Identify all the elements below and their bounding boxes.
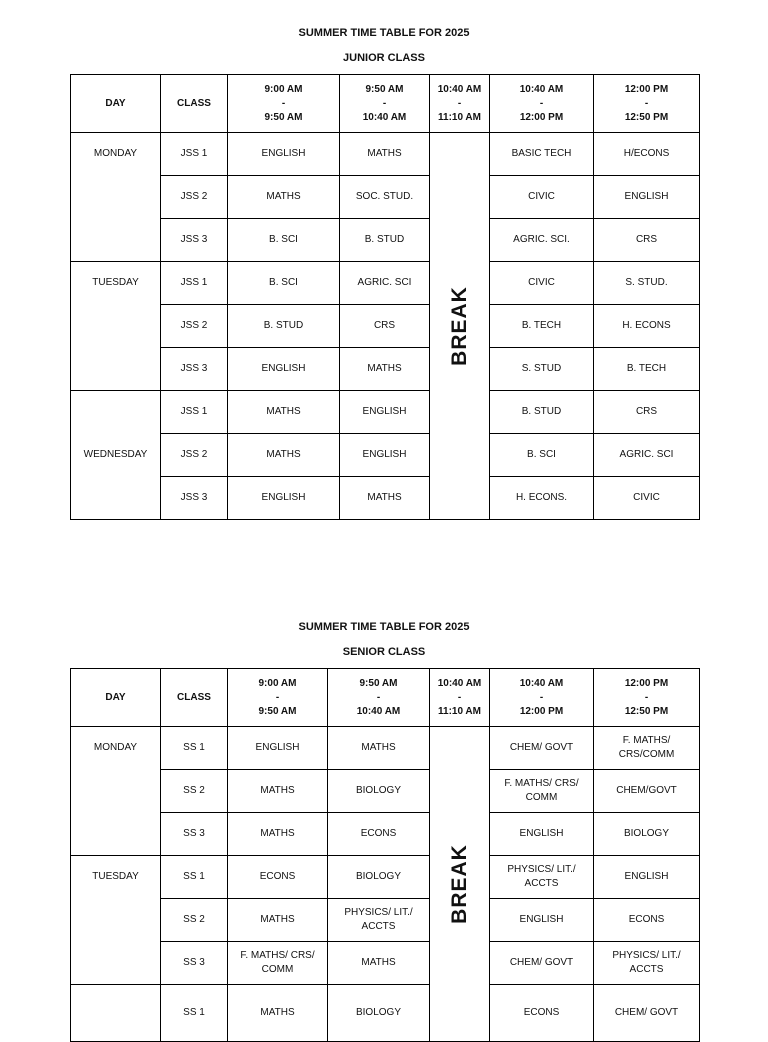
- period-1-header: 9:00 AM - 9:50 AM: [228, 75, 340, 133]
- subject-cell: ENGLISH: [340, 434, 430, 477]
- table-row: [71, 813, 700, 856]
- period-2-header: 9:50 AM - 10:40 AM: [328, 669, 430, 727]
- subject-cell: MATHS: [340, 348, 430, 391]
- class-cell: SS 2: [161, 899, 228, 942]
- subject-cell: AGRIC. SCI: [340, 262, 430, 305]
- junior-timetable: [70, 74, 700, 520]
- break-column: [430, 133, 490, 520]
- day-cell: WEDNESDAY: [71, 391, 161, 520]
- subject-cell: CIVIC: [490, 176, 594, 219]
- subject-cell: BASIC TECH: [490, 133, 594, 176]
- table-row: [71, 305, 700, 348]
- class-cell: JSS 1: [161, 262, 228, 305]
- class-cell: JSS 2: [161, 305, 228, 348]
- subject-cell: B. SCI: [228, 262, 340, 305]
- subject-cell: MATHS: [228, 391, 340, 434]
- subject-cell: S. STUD: [490, 348, 594, 391]
- table-row: [71, 391, 700, 434]
- table-row: [71, 219, 700, 262]
- table-row: [71, 477, 700, 520]
- subject-cell: F. MATHS/ CRS/COMM: [594, 727, 700, 770]
- subject-cell: MATHS: [228, 985, 328, 1042]
- break-label: BREAK: [447, 844, 471, 924]
- subject-cell: CRS: [594, 391, 700, 434]
- class-header: CLASS: [161, 669, 228, 727]
- subject-cell: ENGLISH: [490, 813, 594, 856]
- class-cell: SS 3: [161, 813, 228, 856]
- subject-cell: BIOLOGY: [328, 985, 430, 1042]
- table-row: [71, 856, 700, 899]
- class-cell: SS 3: [161, 942, 228, 985]
- subject-cell: ECONS: [594, 899, 700, 942]
- class-cell: SS 1: [161, 727, 228, 770]
- senior-subtitle: SENIOR CLASS: [342, 646, 426, 658]
- header-row: [71, 669, 700, 727]
- subject-cell: PHYSICS/ LIT./ ACCTS: [594, 942, 700, 985]
- subject-cell: CHEM/ GOVT: [490, 727, 594, 770]
- period-4-header: 12:00 PM - 12:50 PM: [594, 669, 700, 727]
- subject-cell: H/ECONS: [594, 133, 700, 176]
- subject-cell: B. TECH: [594, 348, 700, 391]
- junior-title: SUMMER TIME TABLE FOR 2025: [298, 27, 470, 39]
- subject-cell: ENGLISH: [340, 391, 430, 434]
- subject-cell: MATHS: [328, 942, 430, 985]
- subject-cell: MATHS: [328, 727, 430, 770]
- day-cell: MONDAY: [71, 727, 161, 856]
- class-cell: JSS 1: [161, 391, 228, 434]
- table-row: [71, 985, 700, 1042]
- subject-cell: B. STUD: [228, 305, 340, 348]
- junior-subtitle: JUNIOR CLASS: [343, 52, 425, 64]
- break-period-header: 10:40 AM - 11:10 AM: [430, 75, 490, 133]
- class-cell: JSS 2: [161, 176, 228, 219]
- subject-cell: SOC. STUD.: [340, 176, 430, 219]
- table-row: [71, 899, 700, 942]
- senior-title: SUMMER TIME TABLE FOR 2025: [298, 621, 470, 633]
- class-cell: JSS 1: [161, 133, 228, 176]
- subject-cell: CIVIC: [490, 262, 594, 305]
- table-row: [71, 727, 700, 770]
- subject-cell: MATHS: [340, 477, 430, 520]
- period-3-header: 10:40 AM - 12:00 PM: [490, 75, 594, 133]
- table-row: [71, 434, 700, 477]
- table-row: [71, 770, 700, 813]
- class-cell: JSS 2: [161, 434, 228, 477]
- class-header: CLASS: [161, 75, 228, 133]
- subject-cell: ENGLISH: [490, 899, 594, 942]
- subject-cell: CIVIC: [594, 477, 700, 520]
- subject-cell: CHEM/GOVT: [594, 770, 700, 813]
- period-3-header: 10:40 AM - 12:00 PM: [490, 669, 594, 727]
- subject-cell: BIOLOGY: [328, 770, 430, 813]
- table-row: [71, 262, 700, 305]
- subject-cell: H. ECONS.: [490, 477, 594, 520]
- subject-cell: S. STUD.: [594, 262, 700, 305]
- subject-cell: F. MATHS/ CRS/ COMM: [228, 942, 328, 985]
- subject-cell: BIOLOGY: [594, 813, 700, 856]
- subject-cell: ENGLISH: [228, 477, 340, 520]
- break-period-header: 10:40 AM - 11:10 AM: [430, 669, 490, 727]
- subject-cell: CRS: [340, 305, 430, 348]
- break-label: BREAK: [447, 286, 471, 366]
- subject-cell: F. MATHS/ CRS/ COMM: [490, 770, 594, 813]
- subject-cell: MATHS: [228, 770, 328, 813]
- subject-cell: CRS: [594, 219, 700, 262]
- subject-cell: BIOLOGY: [328, 856, 430, 899]
- class-cell: JSS 3: [161, 348, 228, 391]
- subject-cell: B. SCI: [490, 434, 594, 477]
- day-cell: TUESDAY: [71, 262, 161, 391]
- subject-cell: CHEM/ GOVT: [490, 942, 594, 985]
- break-column: [430, 727, 490, 1042]
- subject-cell: B. SCI: [228, 219, 340, 262]
- subject-cell: B. STUD: [490, 391, 594, 434]
- table-row: [71, 348, 700, 391]
- subject-cell: CHEM/ GOVT: [594, 985, 700, 1042]
- subject-cell: ENGLISH: [594, 856, 700, 899]
- subject-cell: MATHS: [228, 899, 328, 942]
- day-cell: MONDAY: [71, 133, 161, 262]
- subject-cell: PHYSICS/ LIT./ ACCTS: [490, 856, 594, 899]
- period-1-header: 9:00 AM - 9:50 AM: [228, 669, 328, 727]
- subject-cell: ECONS: [490, 985, 594, 1042]
- senior-timetable: [70, 668, 700, 1042]
- day-header: DAY: [71, 75, 161, 133]
- header-row: [71, 75, 700, 133]
- class-cell: SS 2: [161, 770, 228, 813]
- period-4-header: 12:00 PM - 12:50 PM: [594, 75, 700, 133]
- subject-cell: ENGLISH: [228, 348, 340, 391]
- table-row: [71, 176, 700, 219]
- subject-cell: PHYSICS/ LIT./ ACCTS: [328, 899, 430, 942]
- subject-cell: ECONS: [228, 856, 328, 899]
- day-cell: [71, 985, 161, 1042]
- subject-cell: MATHS: [228, 813, 328, 856]
- class-cell: JSS 3: [161, 219, 228, 262]
- class-cell: SS 1: [161, 985, 228, 1042]
- subject-cell: H. ECONS: [594, 305, 700, 348]
- subject-cell: ENGLISH: [594, 176, 700, 219]
- class-cell: SS 1: [161, 856, 228, 899]
- subject-cell: MATHS: [228, 434, 340, 477]
- period-2-header: 9:50 AM - 10:40 AM: [340, 75, 430, 133]
- subject-cell: AGRIC. SCI.: [490, 219, 594, 262]
- day-header: DAY: [71, 669, 161, 727]
- subject-cell: ENGLISH: [228, 727, 328, 770]
- subject-cell: B. TECH: [490, 305, 594, 348]
- subject-cell: MATHS: [340, 133, 430, 176]
- subject-cell: MATHS: [228, 176, 340, 219]
- subject-cell: ENGLISH: [228, 133, 340, 176]
- subject-cell: B. STUD: [340, 219, 430, 262]
- table-row: [71, 942, 700, 985]
- subject-cell: ECONS: [328, 813, 430, 856]
- subject-cell: AGRIC. SCI: [594, 434, 700, 477]
- class-cell: JSS 3: [161, 477, 228, 520]
- table-row: [71, 133, 700, 176]
- day-cell: TUESDAY: [71, 856, 161, 985]
